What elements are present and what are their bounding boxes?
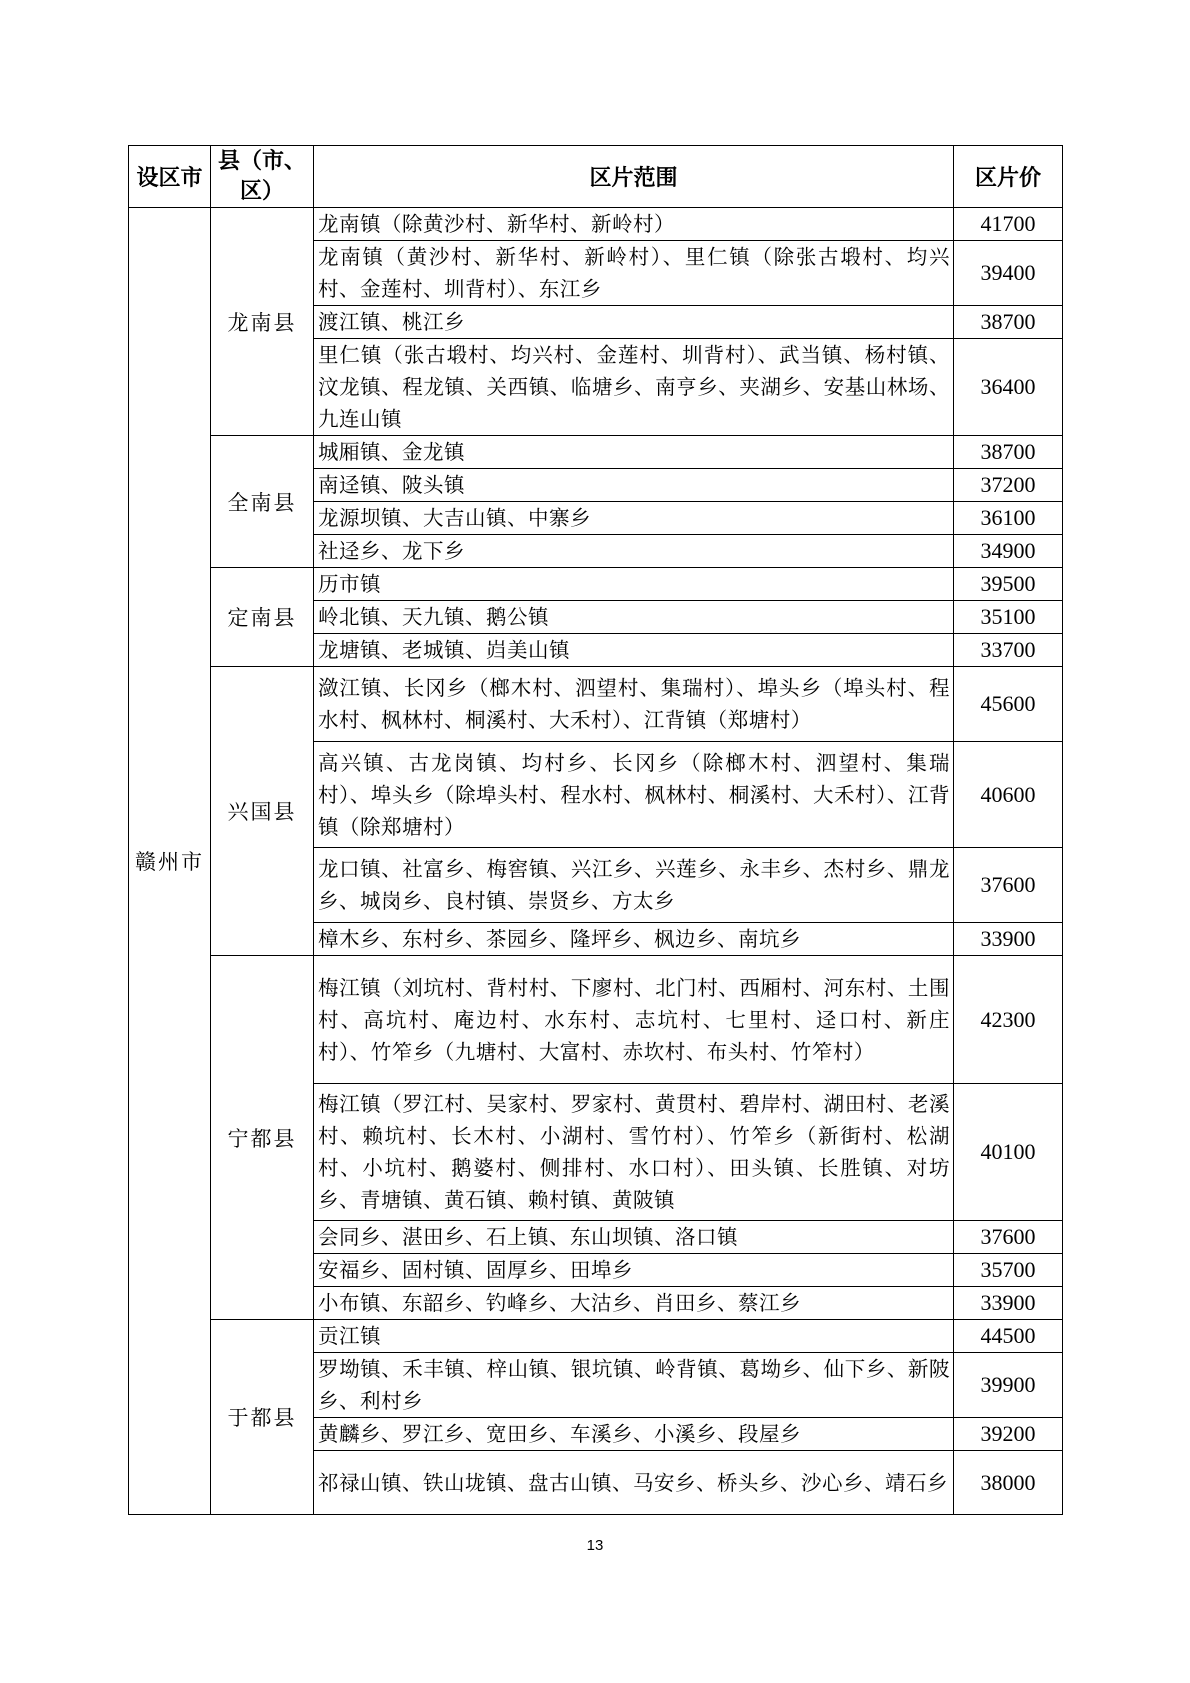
price-cell: 37200 bbox=[954, 469, 1063, 502]
price-cell: 39200 bbox=[954, 1418, 1063, 1451]
price-cell: 44500 bbox=[954, 1320, 1063, 1353]
area-cell: 渡江镇、桃江乡 bbox=[314, 306, 954, 339]
price-cell: 42300 bbox=[954, 956, 1063, 1084]
county-cell: 全南县 bbox=[211, 436, 314, 568]
area-cell: 会同乡、湛田乡、石上镇、东山坝镇、洛口镇 bbox=[314, 1221, 954, 1254]
header-city: 设区市 bbox=[129, 146, 211, 208]
area-cell: 龙源坝镇、大吉山镇、中寨乡 bbox=[314, 502, 954, 535]
price-cell: 38000 bbox=[954, 1451, 1063, 1515]
area-cell: 岭北镇、天九镇、鹅公镇 bbox=[314, 601, 954, 634]
header-price: 区片价 bbox=[954, 146, 1063, 208]
area-cell: 社迳乡、龙下乡 bbox=[314, 535, 954, 568]
table-row bbox=[129, 208, 1063, 241]
price-cell: 39500 bbox=[954, 568, 1063, 601]
area-cell: 小布镇、东韶乡、钓峰乡、大沽乡、肖田乡、蔡江乡 bbox=[314, 1287, 954, 1320]
area-cell: 潋江镇、长冈乡（榔木村、泗望村、集瑞村）、埠头乡（埠头村、程水村、枫林村、桐溪村、大禾村）、江背镇（郑塘村） bbox=[314, 667, 954, 742]
table-row bbox=[129, 667, 1063, 742]
price-cell: 41700 bbox=[954, 208, 1063, 241]
price-cell: 39400 bbox=[954, 241, 1063, 306]
price-cell: 37600 bbox=[954, 848, 1063, 923]
city-cell: 赣州市 bbox=[129, 208, 211, 1515]
area-cell: 龙塘镇、老城镇、岿美山镇 bbox=[314, 634, 954, 667]
county-cell: 于都县 bbox=[211, 1320, 314, 1515]
table-row bbox=[129, 436, 1063, 469]
area-cell: 祁禄山镇、铁山垅镇、盘古山镇、马安乡、桥头乡、沙心乡、靖石乡 bbox=[314, 1451, 954, 1515]
area-cell: 南迳镇、陂头镇 bbox=[314, 469, 954, 502]
price-cell: 39900 bbox=[954, 1353, 1063, 1418]
table-row bbox=[129, 956, 1063, 1084]
price-cell: 33900 bbox=[954, 923, 1063, 956]
header-county-line1: 县（市、 bbox=[217, 148, 306, 174]
area-cell: 安福乡、固村镇、固厚乡、田埠乡 bbox=[314, 1254, 954, 1287]
county-cell: 宁都县 bbox=[211, 956, 314, 1320]
table-row bbox=[129, 568, 1063, 601]
price-cell: 36100 bbox=[954, 502, 1063, 535]
header-county bbox=[211, 146, 314, 208]
header-county-line2: 区） bbox=[239, 178, 284, 204]
price-cell: 33700 bbox=[954, 634, 1063, 667]
county-cell: 兴国县 bbox=[211, 667, 314, 956]
area-cell: 城厢镇、金龙镇 bbox=[314, 436, 954, 469]
table-row bbox=[129, 1320, 1063, 1353]
price-cell: 40100 bbox=[954, 1084, 1063, 1221]
area-cell: 梅江镇（刘坑村、背村村、下廖村、北门村、西厢村、河东村、土围村、高坑村、庵边村、水东村、志坑村、七里村、迳口村、新庄村）、竹笮乡（九塘村、大富村、赤坎村、布头村、竹笮村） bbox=[314, 956, 954, 1084]
area-cell: 黄麟乡、罗江乡、宽田乡、车溪乡、小溪乡、段屋乡 bbox=[314, 1418, 954, 1451]
county-cell: 龙南县 bbox=[211, 208, 314, 436]
area-cell: 罗坳镇、禾丰镇、梓山镇、银坑镇、岭背镇、葛坳乡、仙下乡、新陂乡、利村乡 bbox=[314, 1353, 954, 1418]
price-cell: 38700 bbox=[954, 306, 1063, 339]
price-cell: 35100 bbox=[954, 601, 1063, 634]
county-cell: 定南县 bbox=[211, 568, 314, 667]
area-cell: 里仁镇（张古塅村、均兴村、金莲村、圳背村）、武当镇、杨村镇、汶龙镇、程龙镇、关西镇、临塘乡、南亨乡、夹湖乡、安基山林场、九连山镇 bbox=[314, 339, 954, 436]
table-header-row bbox=[129, 146, 1063, 208]
header-area: 区片范围 bbox=[314, 146, 954, 208]
area-cell: 龙口镇、社富乡、梅窖镇、兴江乡、兴莲乡、永丰乡、杰村乡、鼎龙乡、城岗乡、良村镇、崇贤乡、方太乡 bbox=[314, 848, 954, 923]
area-cell: 贡江镇 bbox=[314, 1320, 954, 1353]
price-cell: 37600 bbox=[954, 1221, 1063, 1254]
land-price-table bbox=[128, 145, 1063, 1515]
area-cell: 樟木乡、东村乡、茶园乡、隆坪乡、枫边乡、南坑乡 bbox=[314, 923, 954, 956]
price-cell: 33900 bbox=[954, 1287, 1063, 1320]
area-cell: 高兴镇、古龙岗镇、均村乡、长冈乡（除榔木村、泗望村、集瑞村）、埠头乡（除埠头村、程水村、枫林村、桐溪村、大禾村）、江背镇（除郑塘村） bbox=[314, 742, 954, 848]
price-cell: 35700 bbox=[954, 1254, 1063, 1287]
area-cell: 历市镇 bbox=[314, 568, 954, 601]
area-cell: 龙南镇（黄沙村、新华村、新岭村）、里仁镇（除张古塅村、均兴村、金莲村、圳背村）、东江乡 bbox=[314, 241, 954, 306]
page-number: 13 bbox=[586, 1537, 604, 1554]
area-cell: 龙南镇（除黄沙村、新华村、新岭村） bbox=[314, 208, 954, 241]
price-cell: 45600 bbox=[954, 667, 1063, 742]
area-cell: 梅江镇（罗江村、吴家村、罗家村、黄贯村、碧岸村、湖田村、老溪村、赖坑村、长木村、小湖村、雪竹村）、竹笮乡（新街村、松湖村、小坑村、鹅婆村、侧排村、水口村）、田头镇、长胜镇、对坊乡、青塘镇、黄石镇、赖村镇、黄陂镇 bbox=[314, 1084, 954, 1221]
price-cell: 34900 bbox=[954, 535, 1063, 568]
price-cell: 40600 bbox=[954, 742, 1063, 848]
price-cell: 36400 bbox=[954, 339, 1063, 436]
price-cell: 38700 bbox=[954, 436, 1063, 469]
